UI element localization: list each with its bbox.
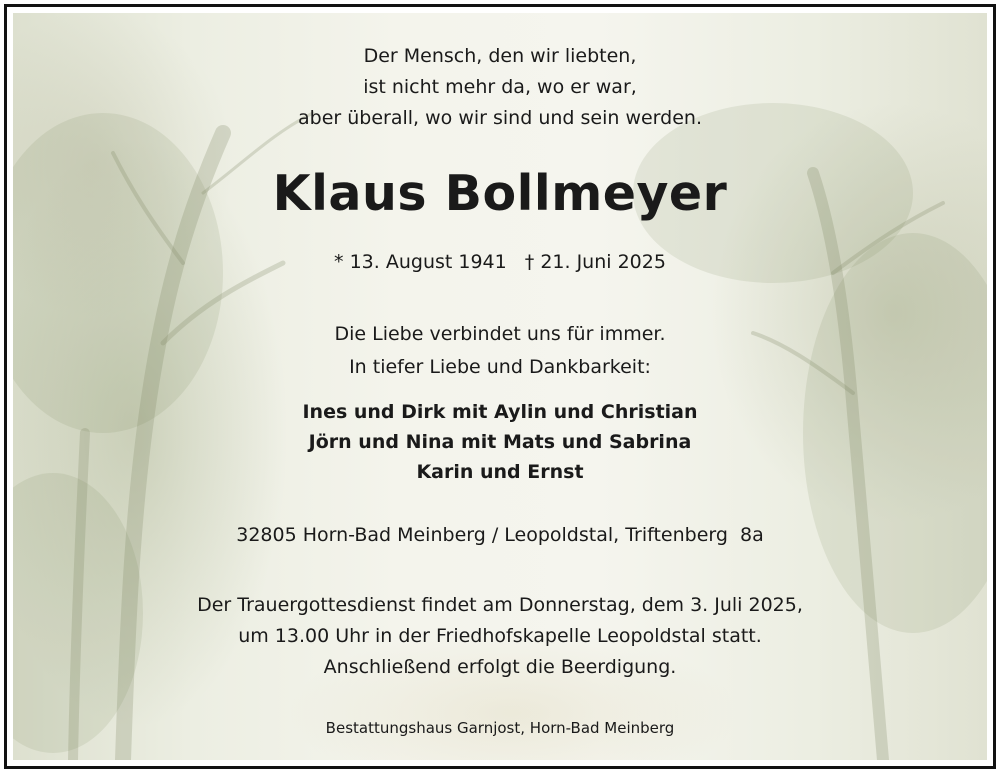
poem-verse bbox=[13, 41, 987, 134]
mourner-entry: Ines und Dirk mit Aylin und Christian bbox=[302, 401, 698, 423]
deceased-name: Klaus Bollmeyer bbox=[272, 165, 728, 222]
poem-line: ist nicht mehr da, wo er war, bbox=[363, 76, 637, 98]
farewell-line: In tiefer Liebe und Dankbarkeit: bbox=[349, 356, 651, 378]
obituary-frame bbox=[4, 4, 996, 769]
funeral-service-info bbox=[13, 590, 987, 683]
service-line: Anschließend erfolgt die Beerdigung. bbox=[323, 656, 677, 678]
undertaker-credit: Bestattungshaus Garnjost, Horn-Bad Meinberg bbox=[325, 719, 675, 737]
life-dates bbox=[13, 251, 987, 273]
mourners-list bbox=[13, 397, 987, 487]
death-date: † 21. Juni 2025 bbox=[524, 251, 666, 273]
obituary-content bbox=[13, 13, 987, 760]
service-line: Der Trauergottesdienst findet am Donnerstag, dem 3. Juli 2025, bbox=[197, 594, 803, 616]
service-line: um 13.00 Uhr in der Friedhofskapelle Leopoldstal statt. bbox=[238, 625, 762, 647]
mourner-entry: Karin und Ernst bbox=[416, 461, 584, 483]
poem-line: aber überall, wo wir sind und sein werden. bbox=[298, 107, 702, 129]
family-address: 32805 Horn-Bad Meinberg / Leopoldstal, Triftenberg 8a bbox=[236, 524, 764, 546]
farewell-phrases bbox=[13, 318, 987, 384]
birth-date: * 13. August 1941 bbox=[334, 251, 507, 273]
obituary-background bbox=[13, 13, 987, 760]
mourner-entry: Jörn und Nina mit Mats und Sabrina bbox=[308, 431, 692, 453]
farewell-line: Die Liebe verbindet uns für immer. bbox=[334, 323, 666, 345]
poem-line: Der Mensch, den wir liebten, bbox=[363, 45, 637, 67]
